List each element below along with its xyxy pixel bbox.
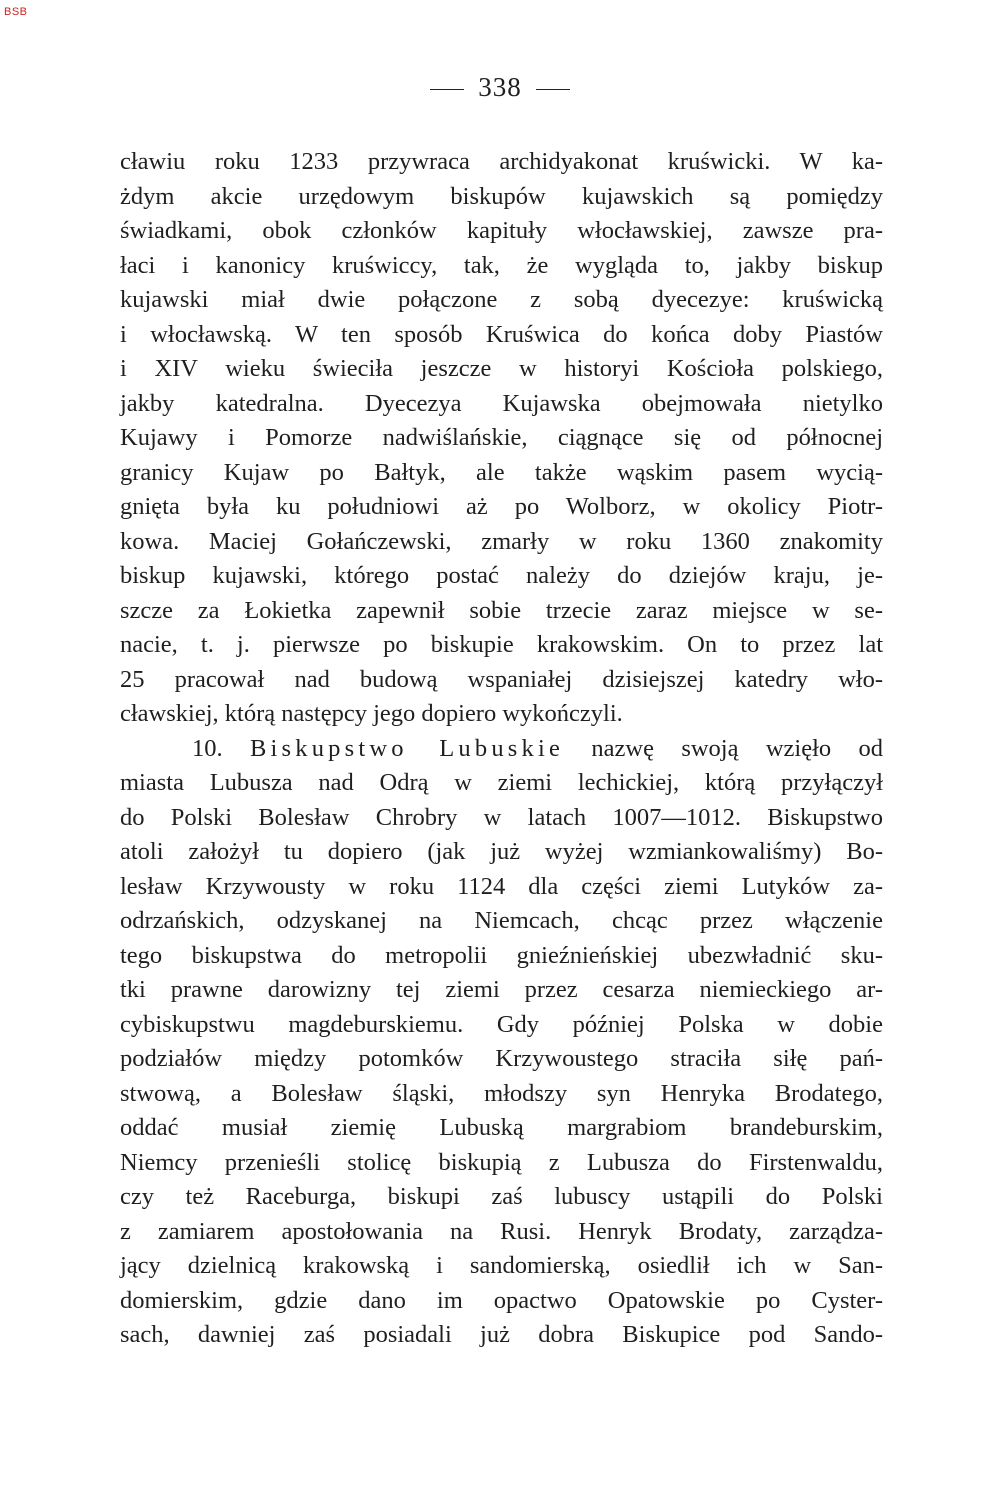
page-number: 338 xyxy=(478,72,522,102)
text-line: stwową, a Bolesław śląski, młodszy syn Henryka Brodatego, xyxy=(120,1079,883,1107)
text-line: gnięta była ku południowi aż po Wolborz, w okolicy Piotr- xyxy=(120,493,883,520)
paragraph-2-first-line xyxy=(120,732,883,767)
text-line: czy też Raceburga, biskupi zaś lubuscy ustąpili do Polski xyxy=(120,1183,883,1210)
text-line: sach, dawniej zaś posiadali już dobra Biskupice pod Sando- xyxy=(120,1321,883,1348)
body-text xyxy=(120,145,883,1353)
text-line: i XIV wieku świeciła jeszcze w historyi Kościoła polskiego, xyxy=(120,355,883,382)
text-line: szcze za Łokietka zapewnił sobie trzecie zaraz miejsce w se- xyxy=(120,596,883,624)
text-line: atoli założył tu dopiero (jak już wyżej wzmiankowaliśmy) Bo- xyxy=(120,838,883,865)
text-line: kowa. Maciej Gołańczewski, zmarły w roku 1360 znakomity xyxy=(120,527,883,555)
paragraph-1 xyxy=(120,145,883,732)
text-line: Niemcy przenieśli stolicę biskupią z Lubusza do Firstenwaldu, xyxy=(120,1148,883,1176)
text-line: nacie, t. j. pierwsze po biskupie krakowskim. On to przez lat xyxy=(120,631,883,658)
text-line: jący dzielnicą krakowską i sandomierską, osiedlił ich w San- xyxy=(120,1252,883,1279)
right-dash xyxy=(536,89,570,90)
text-line: domierskim, gdzie dano im opactwo Opatowskie po Cyster- xyxy=(120,1286,883,1314)
text-line: biskup kujawski, którego postać należy do dziejów kraju, je- xyxy=(120,562,883,589)
text-fragment: nazwę swoją wzięło od xyxy=(591,734,884,762)
text-line: oddać musiał ziemię Lubuską margrabiom brandeburskim, xyxy=(120,1114,883,1141)
text-line: Kujawy i Pomorze nadwiślańskie, ciągnące się od północnej xyxy=(120,424,883,451)
text-line: i włocławską. W ten sposób Kruświca do końca doby Piastów xyxy=(120,320,883,348)
text-line: do Polski Bolesław Chrobry w latach 1007—1012. Biskupstwo xyxy=(120,803,883,831)
section-number: 10. xyxy=(192,734,223,762)
paragraph-2 xyxy=(120,732,883,1353)
text-line: odrzańskich, odzyskanej na Niemcach, chcąc przez włączenie xyxy=(120,907,883,934)
text-line: świadkami, obok członków kapituły włocławskiej, zawsze pra- xyxy=(120,217,883,244)
text-line: cławiu roku 1233 przywraca archidyakonat kruświcki. W ka- xyxy=(120,148,883,175)
text-line: kujawski miał dwie połączone z sobą dyecezye: kruświcką xyxy=(120,286,883,313)
left-dash xyxy=(430,89,464,90)
text-line: cybiskupstwu magdeburskiemu. Gdy później Polska w dobie xyxy=(120,1010,883,1038)
text-line: miasta Lubusza nad Odrą w ziemi lechickiej, którą przyłączył xyxy=(120,769,883,796)
text-line: tki prawne darowizny tej ziemi przez cesarza niemieckiego ar- xyxy=(120,976,883,1003)
text-line: podziałów między potomków Krzywoustego straciła siłę pań- xyxy=(120,1045,883,1072)
text-line: z zamiarem apostołowania na Rusi. Henryk Brodaty, zarządza- xyxy=(120,1217,883,1245)
text-line: żdym akcie urzędowym biskupów kujawskich są pomiędzy xyxy=(120,182,883,210)
text-line: jakby katedralna. Dyecezya Kujawska obejmowała nietylko xyxy=(120,389,883,417)
text-line: 25 pracował nad budową wspaniałej dzisiejszej katedry wło- xyxy=(120,665,883,693)
text-line: łaci i kanonicy kruświccy, tak, że wygląda to, jakby biskup xyxy=(120,251,883,279)
section-title: Biskupstwo Lubuskie xyxy=(249,734,565,762)
page-number-header xyxy=(0,72,1000,103)
text-line: granicy Kujaw po Bałtyk, ale także wąskim pasem wycią- xyxy=(120,458,883,486)
text-line: lesław Krzywousty w roku 1124 dla części ziemi Lutyków za- xyxy=(120,872,883,900)
text-line: tego biskupstwa do metropolii gnieźnieńskiej ubezwładnić sku- xyxy=(120,941,883,969)
library-watermark: BSB xyxy=(4,6,28,18)
text-line: cławskiej, którą następcy jego dopiero wykończyli. xyxy=(120,700,623,727)
